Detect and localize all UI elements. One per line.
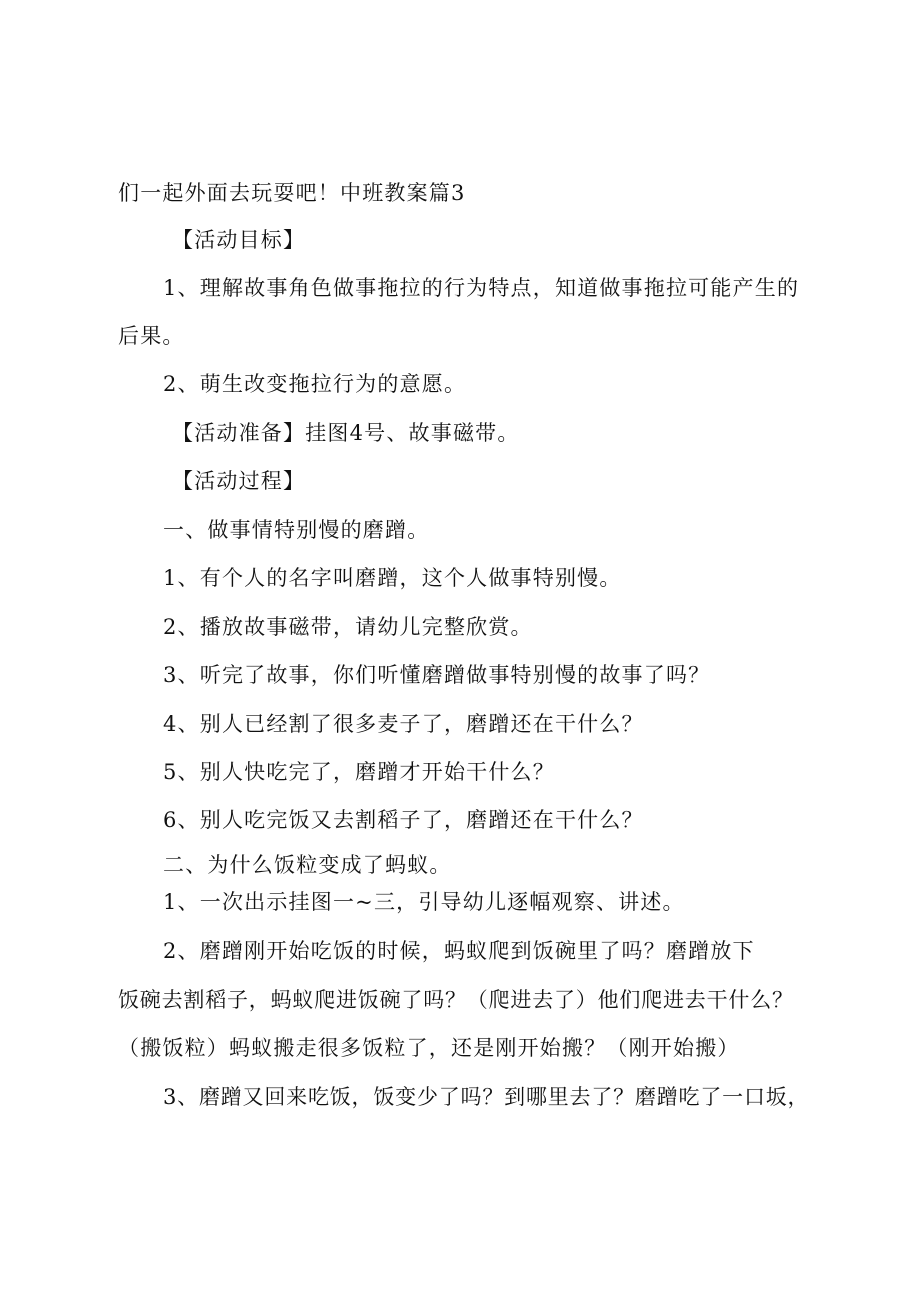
section-heading: 【活动准备】挂图4号、故事磁带。 bbox=[172, 421, 520, 445]
text-line: 2、播放故事磁带，请幼儿完整欣赏。 bbox=[163, 615, 533, 639]
text-line: 1、理解故事角色做事拖拉的行为特点，知道做事拖拉可能产生的 bbox=[163, 276, 800, 300]
section-heading: 【活动过程】 bbox=[172, 469, 306, 493]
text-line: 一、做事情特别慢的磨蹭。 bbox=[163, 518, 430, 542]
text-line: 1、一次出示挂图一~三，引导幼儿逐幅观察、讲述。 bbox=[163, 890, 685, 914]
text-line: 2、萌生改变拖拉行为的意愿。 bbox=[163, 372, 467, 396]
text-line: 后果。 bbox=[118, 324, 185, 348]
text-line: 5、别人快吃完了，磨蹭才开始干什么？ bbox=[163, 760, 555, 784]
text-line: 饭碗去割稻子，蚂蚁爬进饭碗了吗？（爬进去了）他们爬进去干什么？ bbox=[118, 988, 794, 1012]
text-line: 二、为什么饭粒变成了蚂蚁。 bbox=[163, 853, 452, 877]
section-heading: 【活动目标】 bbox=[172, 228, 306, 252]
text-line: 3、听完了故事，你们听懂磨蹭做事特别慢的故事了吗？ bbox=[163, 663, 711, 687]
text-line: 们一起外面去玩耍吧！中班教案篇3 bbox=[118, 181, 466, 205]
text-line: （搬饭粒）蚂蚁搬走很多饭粒了，还是刚开始搬？（刚开始搬） bbox=[118, 1036, 740, 1060]
text-line: 3、磨蹭又回来吃饭，饭变少了吗？到哪里去了？磨蹭吃了一口坂， bbox=[163, 1085, 810, 1109]
text-line: 6、别人吃完饭又去割稻子了，磨蹭还在干什么？ bbox=[163, 808, 644, 832]
text-line: 2、磨蹭刚开始吃饭的时候，蚂蚁爬到饭碗里了吗？磨蹭放下 bbox=[163, 939, 755, 963]
text-line: 4、别人已经割了很多麦子了，磨蹭还在干什么？ bbox=[163, 712, 644, 736]
text-line: 1、有个人的名字叫磨蹭，这个人做事特别慢。 bbox=[163, 566, 622, 590]
